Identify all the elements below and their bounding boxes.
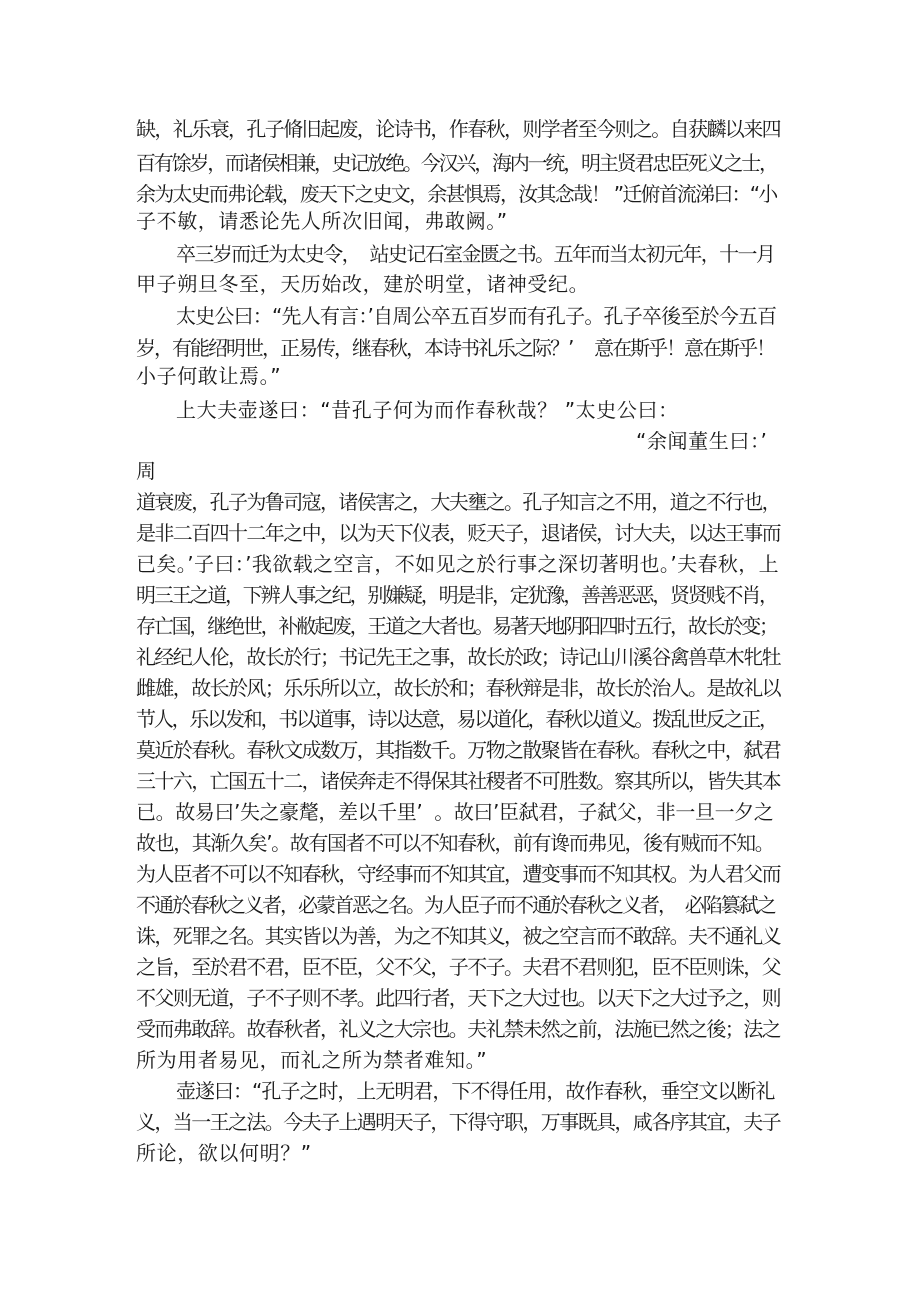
text-line: 所论，欲以何明？” <box>136 1141 312 1165</box>
text-line: 所为用者易见，而礼之所为禁者难知。” <box>136 1048 488 1072</box>
text-line: 为人臣者不可以不知春秋，守经事而不知其宜，遭变事而不知其权。为人君父而 <box>136 862 780 886</box>
text-line: 已矣。’子曰：’我欲载之空言，不如见之於行事之深切著明也。’夫春秋，上 <box>136 552 780 576</box>
text-line: “余闻董生曰：’ <box>636 429 768 453</box>
text-line: 义，当一王之法。今夫子上遇明天子，下得守职，万事既具，咸各序其宜，夫子 <box>136 1110 780 1134</box>
text-line: 节人，乐以发和，书以道事，诗以达意，易以道化，春秋以道义。拨乱世反之正， <box>136 707 777 731</box>
text-line: 不通於春秋之义者，必蒙首恶之名。为人臣子而不通於春秋之义者， 必陷篡弑之 <box>136 893 775 917</box>
text-line: 百有馀岁，而诸侯相兼，史记放绝。今汉兴，海内一统，明主贤君忠臣死义之士， <box>136 151 777 175</box>
text-line: 壶遂曰：“孔子之时，上无明君，下不得任用，故作春秋，垂空文以断礼 <box>176 1079 775 1103</box>
text-line: 太史公曰：“先人有言：’自周公卒五百岁而有孔子。孔子卒後至於今五百 <box>176 304 777 328</box>
text-line: 余为太史而弗论载，废天下之史文，余甚惧焉，汝其念哉！ ”迁俯首流涕曰：“小 <box>136 182 777 206</box>
text-line: 缺，礼乐衰，孔子脩旧起废，论诗书，作春秋，则学者至今则之。自获麟以来四 <box>136 117 780 141</box>
text-line: 岁，有能绍明世，正易传，继春秋，本诗书礼乐之际？’ 意在斯乎！意在斯乎！ <box>136 336 775 360</box>
text-line: 礼经纪人伦，故长於行；书记先王之事，故长於政；诗记山川溪谷禽兽草木牝牡 <box>136 645 780 669</box>
text-line: 上大夫壶遂曰：“昔孔子何为而作春秋哉？ ”太史公曰： <box>176 398 679 422</box>
text-line: 是非二百四十二年之中，以为天下仪表，贬天子，退诸侯，讨大夫，以达王事而 <box>136 521 780 545</box>
text-line: 明三王之道，下辨人事之纪，别嫌疑，明是非，定犹豫，善善恶恶，贤贤贱不肖， <box>136 583 777 607</box>
text-line: 莫近於春秋。春秋文成数万，其指数千。万物之散聚皆在春秋。春秋之中，弑君 <box>136 738 780 762</box>
text-line: 之旨，至於君不君，臣不臣，父不父，子不子。夫君不君则犯，臣不臣则诛，父 <box>136 955 780 979</box>
text-line: 小子何敢让焉。” <box>136 364 282 388</box>
text-line: 道衰废，孔子为鲁司寇，诸侯害之，大夫壅之。孔子知言之不用，道之不行也， <box>136 490 780 514</box>
text-line: 不父则无道，子不子则不孝。此四行者，天下之大过也。以天下之大过予之，则 <box>136 986 780 1010</box>
text-line: 受而弗敢辞。故春秋者，礼义之大宗也。夫礼禁未然之前，法施已然之後；法之 <box>136 1017 780 1041</box>
text-line: 甲子朔旦冬至，天历始改，建於明堂，诸神受纪。 <box>136 272 590 296</box>
text-line: 三十六，亡国五十二，诸侯奔走不得保其社稷者不可胜数。察其所以，皆失其本 <box>136 769 780 793</box>
text-line: 雌雄，故长於风；乐乐所以立，故长於和；春秋辩是非，故长於治人。是故礼以 <box>136 676 780 700</box>
text-line: 存亡国，继绝世，补敝起废，王道之大者也。易著天地阴阳四时五行，故长於变； <box>136 614 777 638</box>
text-line: 诛，死罪之名。其实皆以为善，为之不知其义，被之空言而不敢辞。夫不通礼义 <box>136 924 780 948</box>
text-line: 卒三岁而迁为太史令， 站史记石室金匮之书。五年而当太初元年，十一月 <box>176 242 775 266</box>
text-line: 已。故易曰’失之豪氂，差以千里’ 。故曰’臣弑君，子弑父，非一旦一夕之 <box>136 800 774 824</box>
text-line: 故也，其渐久矣’。故有国者不可以不知春秋，前有谗而弗见，後有贼而不知。 <box>136 831 774 855</box>
text-line: 周 <box>136 459 157 483</box>
text-line: 子不敏，请悉论先人所次旧闻，弗敢阙。” <box>136 209 508 233</box>
